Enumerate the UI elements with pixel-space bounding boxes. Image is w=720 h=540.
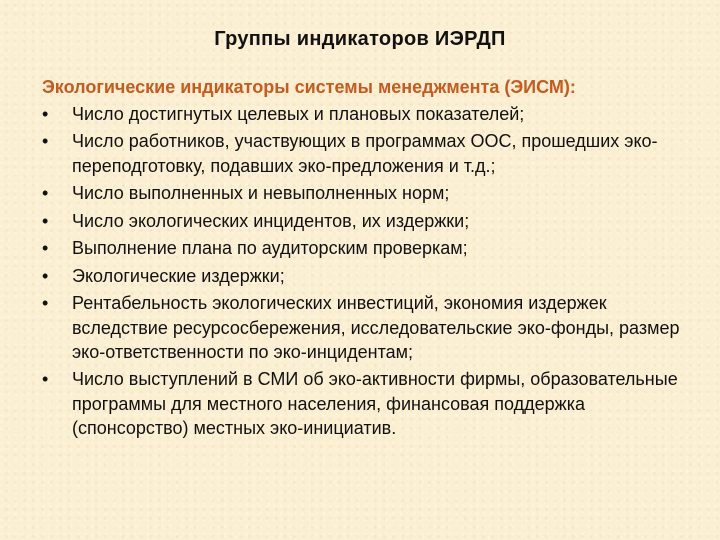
bullet-icon: • — [42, 369, 49, 390]
list-item-text: Число выступлений в СМИ об эко-активности фирмы, образовательные программы для местного населения, финансовая поддержка (спонсорство) местных эко-инициатив. — [72, 369, 678, 438]
bullet-icon: • — [42, 210, 49, 231]
bullet-icon: • — [42, 104, 49, 124]
list-item — [42, 236, 692, 260]
section-heading: Экологические индикаторы системы менеджмента (ЭИСМ): — [42, 77, 576, 97]
list-item — [42, 181, 692, 205]
list-item-text: Число достигнутых целевых и плановых показателей; — [72, 104, 525, 124]
slide-content — [42, 74, 692, 443]
list-item — [42, 291, 692, 364]
list-item-text: Выполнение плана по аудиторским проверкам; — [72, 238, 468, 259]
list-item — [42, 264, 692, 288]
bullet-icon: • — [42, 131, 49, 152]
bullet-icon: • — [42, 183, 49, 204]
bullet-icon: • — [42, 265, 49, 286]
list-item — [42, 102, 692, 126]
list-item — [42, 129, 692, 178]
list-item-text: Число экологических инцидентов, их издержки; — [72, 210, 470, 231]
list-item — [42, 209, 692, 233]
bullet-icon: • — [42, 238, 49, 259]
list-item-text: Число выполненных и невыполненных норм; — [72, 183, 450, 204]
list-item — [42, 367, 692, 440]
list-item-text: Число работников, участвующих в программах ООС, прошедших эко-переподготовку, подавших эко-предложения и т.д.; — [72, 131, 658, 176]
list-item-text: Экологические издержки; — [72, 265, 285, 286]
list-item-text: Рентабельность экологических инвестиций, экономия издержек вследствие ресурсосбережения, исследовательские эко-фонды, размер эко-ответственности по эко-инцидентам; — [72, 293, 680, 362]
slide-title: Группы индикаторов ИЭРДП — [214, 28, 506, 50]
indicator-list — [42, 102, 692, 440]
bullet-icon: • — [42, 293, 49, 314]
